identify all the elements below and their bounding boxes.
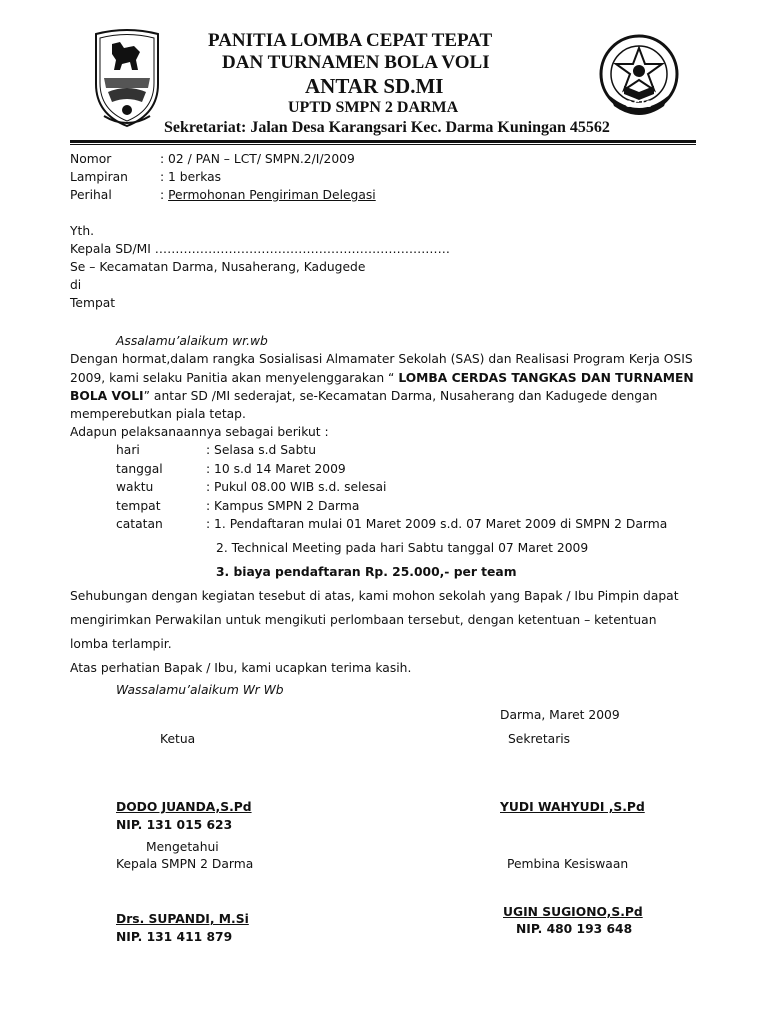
header-line-4: UPTD SMPN 2 DARMA: [288, 99, 459, 116]
note-2: 2. Technical Meeting pada hari Sabtu tanggal 07 Maret 2009: [216, 541, 589, 555]
event-name-bold: LOMBA CERDAS TANGKAS DAN TURNAMEN: [398, 371, 694, 385]
meta-label-perihal: Perihal: [70, 188, 112, 202]
paragraph-4: Atas perhatian Bapak / Ibu, kami ucapkan terima kasih.: [70, 661, 412, 675]
ketua-name: DODO JUANDA,S.Pd: [116, 800, 252, 814]
paragraph-1-line-2: 2009, kami selaku Panitia akan menyelenggarakan “ LOMBA CERDAS TANGKAS DAN TURNAMEN: [70, 371, 694, 385]
paragraph-3-line-2: mengirimkan Perwakilan untuk mengikuti perlombaan tersebut, dengan ketentuan – ketentuan: [70, 613, 657, 627]
schedule-value-tanggal: : 10 s.d 14 Maret 2009: [206, 462, 346, 476]
recipient-kepala: Kepala SD/MI ………………………………………………………………: [70, 242, 450, 256]
pembina-title: Pembina Kesiswaan: [507, 857, 629, 871]
recipient-di: di: [70, 278, 82, 292]
paragraph-1-line-3: BOLA VOLI” antar SD /MI sederajat, se-Kecamatan Darma, Nusaherang dan Kadugede dengan: [70, 389, 658, 403]
header-line-2: DAN TURNAMEN BOLA VOLI: [222, 52, 490, 73]
place-date: Darma, Maret 2009: [500, 708, 620, 722]
recipient-yth: Yth.: [70, 224, 95, 238]
schedule-label-waktu: waktu: [116, 480, 154, 494]
meta-label-nomor: Nomor: [70, 152, 112, 166]
recipient-tempat: Tempat: [70, 296, 116, 310]
recipient-se: Se – Kecamatan Darma, Nusaherang, Kadugede: [70, 260, 366, 274]
mengetahui: Mengetahui: [146, 840, 219, 854]
sekretaris-title: Sekretaris: [508, 732, 571, 746]
schedule-value-hari: : Selasa s.d Sabtu: [206, 443, 317, 457]
header-line-1: PANITIA LOMBA CEPAT TEPAT: [208, 30, 493, 51]
sekretaris-name: YUDI WAHYUDI ,S.Pd: [500, 800, 645, 814]
meta-value-lampiran: : 1 berkas: [160, 170, 222, 184]
paragraph-1-line-1: Dengan hormat,dalam rangka Sosialisasi Almamater Sekolah (SAS) dan Realisasi Program Kerja OSIS: [70, 352, 693, 366]
schedule-label-hari: hari: [116, 443, 140, 457]
pembina-nip: NIP. 480 193 648: [516, 922, 633, 936]
osis-logo: [598, 34, 680, 118]
schedule-label-catatan: catatan: [116, 517, 163, 531]
paragraph-2: Adapun pelaksanaannya sebagai berikut :: [70, 425, 329, 439]
meta-label-lampiran: Lampiran: [70, 170, 128, 184]
kepala-name: Drs. SUPANDI, M.Si: [116, 912, 249, 926]
closing: Wassalamu’alaikum Wr Wb: [116, 683, 284, 697]
paragraph-3-line-3: lomba terlampir.: [70, 637, 172, 651]
header-address: Sekretariat: Jalan Desa Karangsari Kec. Darma Kuningan 45562: [164, 119, 610, 136]
schedule-label-tempat: tempat: [116, 499, 161, 513]
meta-value-perihal: : Permohonan Pengiriman Delegasi: [160, 188, 376, 202]
regency-emblem-logo: [90, 26, 164, 130]
paragraph-1-line-4: memperebutkan piala tetap.: [70, 407, 246, 421]
osis-logo-text: OSIS: [625, 100, 653, 110]
event-name-bold-cont: BOLA VOLI: [70, 389, 144, 403]
note-3: 3. biaya pendaftaran Rp. 25.000,- per team: [216, 565, 517, 579]
kepala-nip: NIP. 131 411 879: [116, 930, 233, 944]
schedule-value-catatan: : 1. Pendaftaran mulai 01 Maret 2009 s.d. 07 Maret 2009 di SMPN 2 Darma: [206, 517, 668, 531]
schedule-label-tanggal: tanggal: [116, 462, 163, 476]
pembina-name: UGIN SUGIONO,S.Pd: [503, 905, 643, 919]
ketua-nip: NIP. 131 015 623: [116, 818, 233, 832]
schedule-value-tempat: : Kampus SMPN 2 Darma: [206, 499, 360, 513]
ketua-title: Ketua: [160, 732, 196, 746]
meta-value-nomor: : 02 / PAN – LCT/ SMPN.2/I/2009: [160, 152, 355, 166]
header-rule-thin: [70, 144, 696, 145]
header-line-3: ANTAR SD.MI: [305, 74, 444, 98]
paragraph-3-line-1: Sehubungan dengan kegiatan tesebut di atas, kami mohon sekolah yang Bapak / Ibu Pimpin dapat: [70, 589, 679, 603]
header-rule-thick: [70, 140, 696, 143]
greeting: Assalamu’alaikum wr.wb: [116, 334, 268, 348]
subject-text: Permohonan Pengiriman Delegasi: [168, 188, 376, 202]
schedule-value-waktu: : Pukul 08.00 WIB s.d. selesai: [206, 480, 387, 494]
kepala-title: Kepala SMPN 2 Darma: [116, 857, 254, 871]
